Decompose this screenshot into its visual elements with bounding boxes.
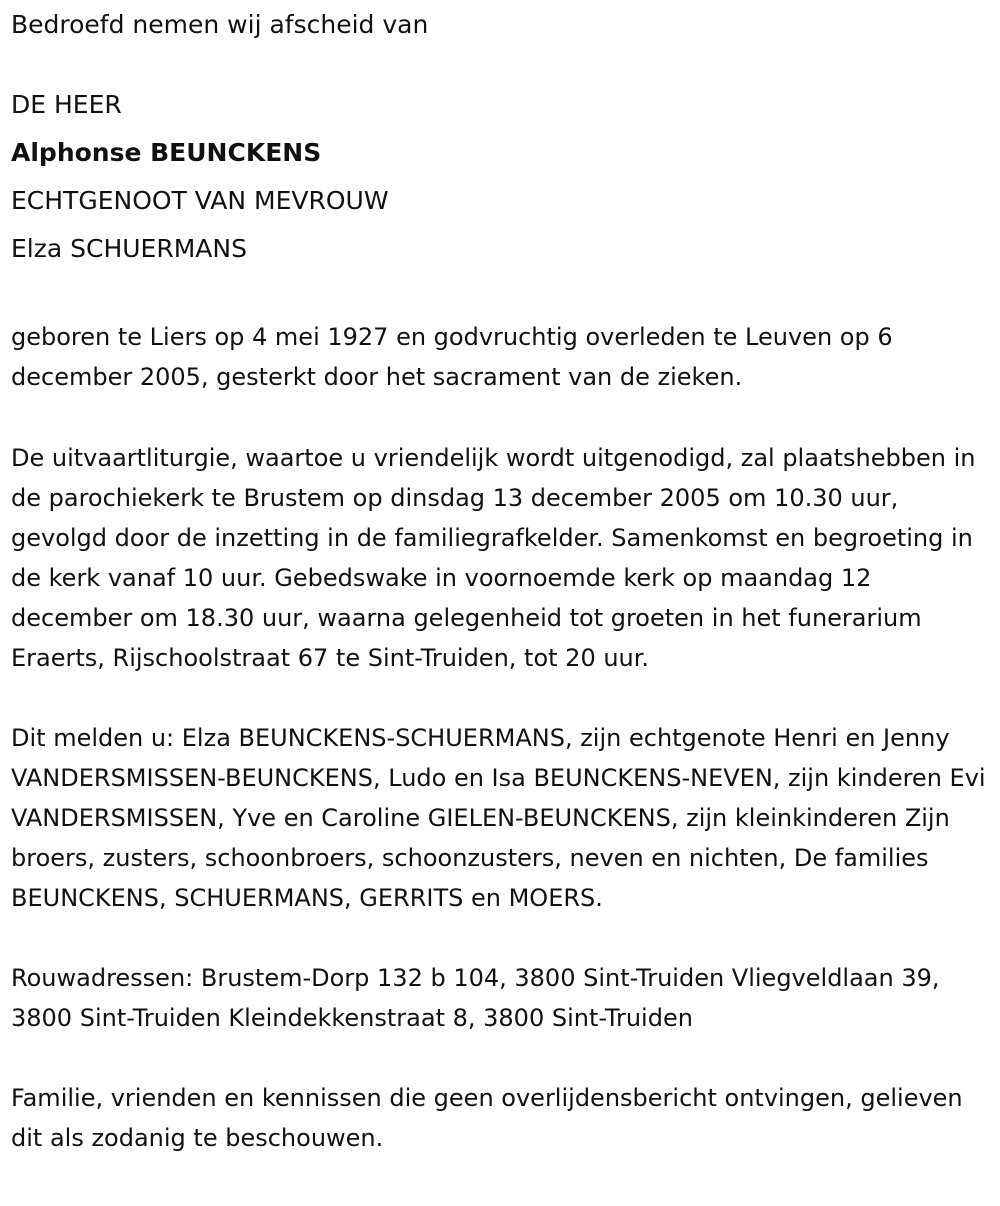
- deceased-name: Alphonse BEUNCKENS: [11, 138, 322, 167]
- addresses-paragraph: Rouwadressen: Brustem-Dorp 132 b 104, 3800 Sint-Truiden Vliegveldlaan 39, 3800 Sint-Truiden Kleindekkenstraat 8, 3800 Sint-Truiden: [11, 964, 940, 1032]
- spouse-name: Elza SCHUERMANS: [11, 234, 247, 263]
- closing-paragraph: Familie, vrienden en kennissen die geen overlijdensbericht ontvingen, gelieven dit als zodanig te beschouwen.: [11, 1084, 963, 1152]
- liturgy-paragraph: De uitvaartliturgie, waartoe u vriendelijk wordt uitgenodigd, zal plaatshebben in de parochiekerk te Brustem op dinsdag 13 december 2005 om 10.30 uur, gevolgd door de inzetting in de familiegrafkelder. Samenkomst en begroeting in de kerk vanaf 10 uur. Gebedswake in voornoemde kerk op maandag 12 december om 18.30 uur, waarna gelegenheid tot groeten in het funerarium Eraerts, Rijschoolstraat 67 te Sint-Truiden, tot 20 uur.: [11, 444, 976, 672]
- family-paragraph: Dit melden u: Elza BEUNCKENS-SCHUERMANS, zijn echtgenote Henri en Jenny VANDERSMISSEN-BEUNCKENS, Ludo en Isa BEUNCKENS-NEVEN, zijn kinderen Evi VANDERSMISSEN, Yve en Caroline GIELEN-BEUNCKENS, zijn kleinkinderen Zijn broers, zusters, schoonbroers, schoonzusters, neven en nichten, De families BEUNCKENS, SCHUERMANS, GERRITS en MOERS.: [11, 724, 986, 912]
- obituary-notice: [11, 0, 993, 1158]
- title-line: DE HEER: [11, 90, 122, 119]
- deceased-block: [11, 81, 993, 273]
- intro-line: Bedroefd nemen wij afscheid van: [11, 10, 429, 39]
- birth-death-paragraph: geboren te Liers op 4 mei 1927 en godvruchtig overleden te Leuven op 6 december 2005, gesterkt door het sacrament van de zieken.: [11, 323, 893, 391]
- spouse-label: ECHTGENOOT VAN MEVROUW: [11, 186, 389, 215]
